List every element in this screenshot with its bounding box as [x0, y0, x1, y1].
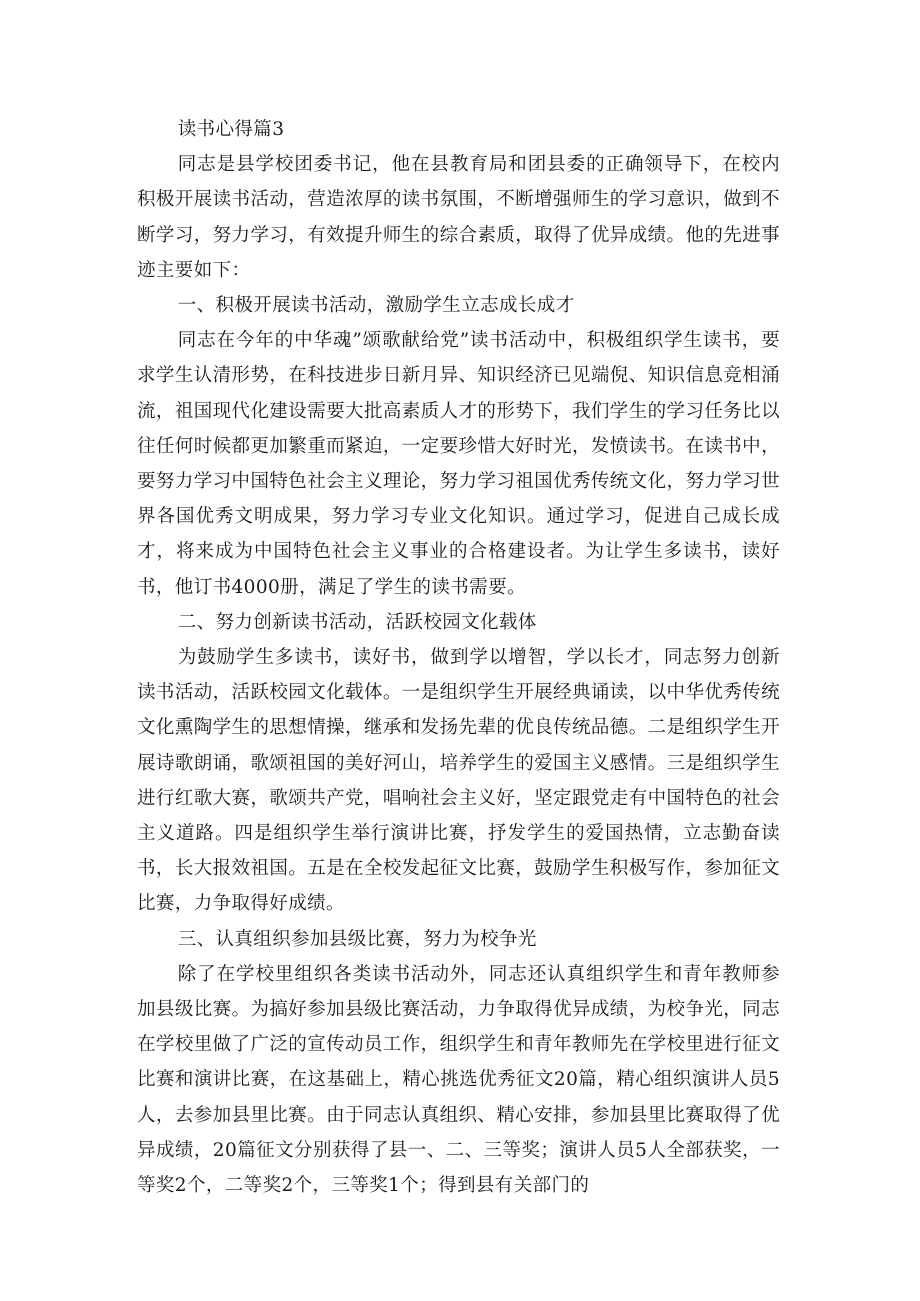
document-body [137, 112, 780, 1203]
document-title: 读书心得篇3 [177, 119, 285, 140]
section-heading-3: 三、认真组织参加县级比赛，努力为校争光 [177, 928, 537, 950]
paragraph-intro: 同志是县学校团委书记，他在县教育局和团县委的正确领导下，在校内积极开展读书活动，营造浓厚的读书氛围，不断增强师生的学习意识，做到不断学习，努力学习，有效提升师生的综合素质，取得了优异成绩。他的先进事迹主要如下： [137, 154, 780, 281]
paragraph-section-1: 同志在今年的中华魂”颂歌献给党”读书活动中，积极组织学生读书，要求学生认清形势，在科技进步日新月异、知识经济已见端倪、知识信息竞相涌流，祖国现代化建设需要大批高素质人才的形势下，我们学生的学习任务比以往任何时候都更加繁重而紧迫，一定要珍惜大好时光，发愤读书。在读书中，要努力学习中国特色社会主义理论，努力学习祖国优秀传统文化，努力学习世界各国优秀文明成果，努力学习专业文化知识。通过学习，促进自己成长成才，将来成为中国特色社会主义事业的合格建设者。为让学生多读书，读好书，他订书4000册，满足了学生的读书需要。 [137, 330, 780, 598]
paragraph-section-2: 为鼓励学生多读书，读好书，做到学以增智，学以长才，同志努力创新读书活动，活跃校园文化载体。一是组织学生开展经典诵读，以中华优秀传统文化熏陶学生的思想情操，继承和发扬先辈的优良传统品德。二是组织学生开展诗歌朗诵，歌颂祖国的美好河山，培养学生的爱国主义感情。三是组织学生进行红歌大赛，歌颂共产党，唱响社会主义好，坚定跟党走有中国特色的社会主义道路。四是组织学生举行演讲比赛，抒发学生的爱国热情，立志勤奋读书，长大报效祖国。五是在全校发起征文比赛，鼓励学生积极写作，参加征文比赛，力争取得好成绩。 [137, 647, 780, 915]
paragraph-section-3: 除了在学校里组织各类读书活动外，同志还认真组织学生和青年教师参加县级比赛。为搞好参加县级比赛活动，力争取得优异成绩，为校争光，同志在学校里做了广泛的宣传动员工作，组织学生和青年教师先在学校里进行征文比赛和演讲比赛，在这基础上，精心挑选优秀征文20篇，精心组织演讲人员5人，去参加县里比赛。由于同志认真组织、精心安排，参加县里比赛取得了优异成绩，20篇征文分别获得了县一、二、三等奖；演讲人员5人全部获奖，一等奖2个，二等奖2个，三等奖1个；得到县有关部门的 [137, 963, 780, 1197]
section-heading-1: 一、积极开展读书活动，激励学生立志成长成才 [177, 295, 575, 317]
section-heading-2: 二、努力创新读书活动，活跃校园文化载体 [177, 611, 537, 633]
